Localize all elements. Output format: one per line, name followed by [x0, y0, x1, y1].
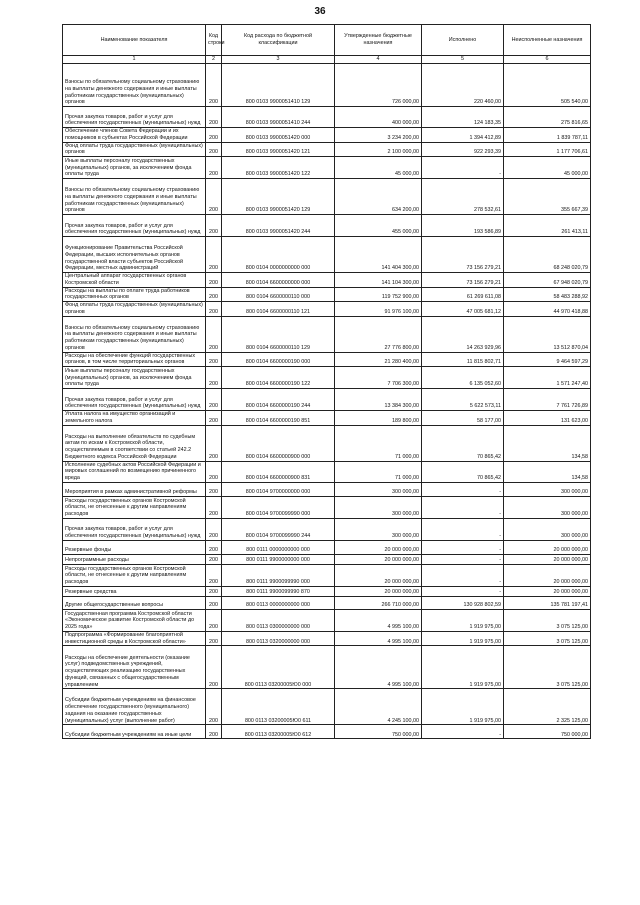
table-cell-remaining: 275 816,65 [504, 107, 591, 128]
table-row [63, 179, 591, 215]
table-cell-name: Фонд оплаты труда государственных (муниципальных) органов [63, 302, 206, 317]
table-cell-line-code: 200 [206, 237, 222, 273]
table-cell-classification-code: 800 0104 6600000190 000 [222, 352, 335, 367]
table-cell-classification-code: 800 0104 6600000110 000 [222, 287, 335, 302]
table-cell-name: Уплата налога на имущество организаций и земельного налога [63, 411, 206, 426]
column-number: 1 [63, 56, 206, 64]
table-cell-remaining: 20 000 000,00 [504, 540, 591, 554]
table-cell-approved: 300 000,00 [335, 518, 422, 540]
table-cell-executed: - [422, 564, 504, 586]
table-cell-line-code: 200 [206, 64, 222, 107]
table-cell-approved: 20 000 000,00 [335, 564, 422, 586]
table-cell-executed: - [422, 496, 504, 518]
table-cell-classification-code: 800 0111 9900099990 000 [222, 564, 335, 586]
table-cell-remaining: 7 761 726,89 [504, 389, 591, 411]
table-cell-line-code: 200 [206, 646, 222, 689]
table-body [63, 64, 591, 739]
table-cell-classification-code: 800 0104 9700000000 000 [222, 482, 335, 496]
table-cell-name: Другие общегосударственные вопросы [63, 596, 206, 609]
table-cell-executed: 193 586,89 [422, 215, 504, 237]
table-cell-name: Расходы государственных органов Костромской области, не отнесенные к другим направлениям расходов [63, 496, 206, 518]
column-header-name: Наименование показателя [63, 25, 206, 56]
table-row [63, 540, 591, 554]
table-cell-executed: 1 394 412,89 [422, 128, 504, 143]
table-cell-line-code: 200 [206, 518, 222, 540]
table-cell-name: Расходы на выплаты по оплате труда работников государственных органов [63, 287, 206, 302]
column-header-remaining: Неисполненные назначения [504, 25, 591, 56]
table-cell-remaining: 300 000,00 [504, 496, 591, 518]
table-cell-approved: 3 234 200,00 [335, 128, 422, 143]
table-cell-name: Государственная программа Костромской области «Экономическое развитие Костромской области до 2025 года» [63, 609, 206, 631]
table-cell-name: Прочая закупка товаров, работ и услуг для обеспечения государственных (муниципальных) нужд [63, 518, 206, 540]
table-cell-line-code: 200 [206, 142, 222, 157]
table-cell-classification-code: 800 0104 9700099990 000 [222, 496, 335, 518]
table-row [63, 496, 591, 518]
table-cell-approved: 7 706 300,00 [335, 367, 422, 389]
table-cell-classification-code: 800 0103 9900051410 129 [222, 64, 335, 107]
table-cell-remaining: 20 000 000,00 [504, 554, 591, 564]
table-cell-name: Центральный аппарат государственных органов Костромской области [63, 273, 206, 288]
table-row [63, 367, 591, 389]
table-cell-classification-code: 800 0104 9700099990 244 [222, 518, 335, 540]
column-header-line-code: Код строки [206, 25, 222, 56]
table-cell-remaining: 68 248 020,79 [504, 237, 591, 273]
table-cell-approved: 141 104 300,00 [335, 273, 422, 288]
table-cell-remaining: 13 512 870,04 [504, 316, 591, 352]
column-number: 2 [206, 56, 222, 64]
table-cell-classification-code: 800 0103 9900051410 244 [222, 107, 335, 128]
table-cell-executed: 6 135 052,60 [422, 367, 504, 389]
table-cell-executed: - [422, 482, 504, 496]
table-cell-remaining: 20 000 000,00 [504, 564, 591, 586]
table-row [63, 725, 591, 739]
table-cell-name: Фонд оплаты труда государственных (муниципальных) органов [63, 142, 206, 157]
table-cell-executed: 220 460,00 [422, 64, 504, 107]
table-cell-name: Взносы по обязательному социальному страхованию на выплаты денежного содержания и иные выплаты работникам государственных (муниципальных) органов [63, 316, 206, 352]
column-number-row [63, 56, 591, 64]
budget-execution-table [62, 24, 591, 739]
table-cell-remaining: 58 483 288,92 [504, 287, 591, 302]
table-cell-approved: 189 800,00 [335, 411, 422, 426]
table-cell-name: Иные выплаты персоналу государственных (муниципальных) органов, за исключением фонда оплаты труда [63, 367, 206, 389]
table-cell-approved: 91 976 100,00 [335, 302, 422, 317]
table-cell-approved: 750 000,00 [335, 725, 422, 739]
table-cell-remaining: 1 571 247,40 [504, 367, 591, 389]
column-number: 3 [222, 56, 335, 64]
table-cell-name: Резервные фонды [63, 540, 206, 554]
table-cell-executed: 1 919 975,00 [422, 631, 504, 646]
table-cell-remaining: 1 839 787,11 [504, 128, 591, 143]
table-cell-name: Прочая закупка товаров, работ и услуг для обеспечения государственных (муниципальных) нужд [63, 389, 206, 411]
table-cell-executed: - [422, 725, 504, 739]
table-cell-executed: - [422, 157, 504, 179]
table-cell-classification-code: 800 0111 9900099990 870 [222, 586, 335, 596]
table-cell-remaining: 300 000,00 [504, 518, 591, 540]
table-row [63, 461, 591, 482]
table-cell-line-code: 200 [206, 411, 222, 426]
table-cell-approved: 20 000 000,00 [335, 540, 422, 554]
table-cell-classification-code: 800 0113 03200005Ю0 611 [222, 689, 335, 725]
table-cell-classification-code: 800 0104 6600000190 244 [222, 389, 335, 411]
table-row [63, 389, 591, 411]
table-cell-classification-code: 800 0104 0000000000 000 [222, 237, 335, 273]
table-cell-remaining: 3 075 125,00 [504, 631, 591, 646]
table-row [63, 646, 591, 689]
table-cell-executed: 73 156 279,21 [422, 237, 504, 273]
table-cell-line-code: 200 [206, 389, 222, 411]
table-row [63, 64, 591, 107]
table-cell-classification-code: 800 0113 0300000000 000 [222, 609, 335, 631]
table-cell-line-code: 200 [206, 273, 222, 288]
table-cell-approved: 300 000,00 [335, 482, 422, 496]
table-row [63, 316, 591, 352]
table-row [63, 273, 591, 288]
table-cell-classification-code: 800 0113 03200005Ю0 000 [222, 646, 335, 689]
table-cell-name: Субсидии бюджетным учреждениям на финансовое обеспечение государственного (муниципального) задания на оказание государственных (муниципальных) услуг (выполнение работ) [63, 689, 206, 725]
table-cell-executed: 70 865,42 [422, 461, 504, 482]
table-cell-approved: 20 000 000,00 [335, 554, 422, 564]
table-cell-remaining: 9 464 597,29 [504, 352, 591, 367]
table-cell-remaining: 20 000 000,00 [504, 586, 591, 596]
table-cell-remaining: 3 075 125,00 [504, 646, 591, 689]
table-cell-line-code: 200 [206, 215, 222, 237]
table-cell-classification-code: 800 0104 6600000000 000 [222, 273, 335, 288]
table-cell-approved: 21 280 400,00 [335, 352, 422, 367]
table-cell-executed: - [422, 518, 504, 540]
table-cell-approved: 119 752 900,00 [335, 287, 422, 302]
table-cell-line-code: 200 [206, 316, 222, 352]
table-cell-line-code: 200 [206, 631, 222, 646]
table-cell-line-code: 200 [206, 179, 222, 215]
table-cell-line-code: 200 [206, 596, 222, 609]
table-row [63, 287, 591, 302]
table-cell-name: Непрограммные расходы [63, 554, 206, 564]
table-row [63, 564, 591, 586]
table-row [63, 518, 591, 540]
table-cell-name: Прочая закупка товаров, работ и услуг для обеспечения государственных (муниципальных) нужд [63, 215, 206, 237]
table-cell-classification-code: 800 0113 0320000000 000 [222, 631, 335, 646]
table-cell-approved: 20 000 000,00 [335, 586, 422, 596]
table-cell-remaining: 131 623,00 [504, 411, 591, 426]
table-cell-approved: 300 000,00 [335, 496, 422, 518]
table-row [63, 128, 591, 143]
table-cell-name: Исполнение судебных актов Российской Федерации и мировых соглашений по возмещению причиненного вреда [63, 461, 206, 482]
table-row [63, 411, 591, 426]
table-cell-remaining: 355 667,39 [504, 179, 591, 215]
table-cell-executed: 58 177,00 [422, 411, 504, 426]
table-cell-name: Обеспечение членов Совета Федерации и их помощников в субъектах Российской Федерации [63, 128, 206, 143]
table-cell-executed: 1 919 975,00 [422, 689, 504, 725]
table-cell-executed: 47 005 681,12 [422, 302, 504, 317]
table-cell-approved: 266 710 000,00 [335, 596, 422, 609]
table-row [63, 107, 591, 128]
table-cell-executed: 922 293,39 [422, 142, 504, 157]
table-cell-approved: 45 000,00 [335, 157, 422, 179]
table-row [63, 609, 591, 631]
table-cell-remaining: 261 413,11 [504, 215, 591, 237]
table-cell-classification-code: 800 0104 6600000190 122 [222, 367, 335, 389]
table-cell-line-code: 200 [206, 609, 222, 631]
table-cell-approved: 4 995 100,00 [335, 646, 422, 689]
table-cell-name: Взносы по обязательному социальному страхованию на выплаты денежного содержания и иные выплаты работникам государственных (муниципальных) органов [63, 179, 206, 215]
table-cell-line-code: 200 [206, 425, 222, 461]
table-cell-classification-code: 800 0103 9900051420 121 [222, 142, 335, 157]
table-cell-line-code: 200 [206, 352, 222, 367]
table-row [63, 157, 591, 179]
table-row [63, 215, 591, 237]
column-header-classification-code: Код расхода по бюджетной классификации [222, 25, 335, 56]
table-cell-executed: 1 919 975,00 [422, 646, 504, 689]
table-cell-remaining: 750 000,00 [504, 725, 591, 739]
table-cell-classification-code: 800 0111 9900000000 000 [222, 554, 335, 564]
table-cell-remaining: 45 000,00 [504, 157, 591, 179]
table-cell-executed: 124 183,35 [422, 107, 504, 128]
table-cell-remaining: 300 000,00 [504, 482, 591, 496]
table-cell-name: Расходы на выполнение обязательств по судебным актам по искам к Костромской области, осуществляемым в соответствии со статьей 242.2 Бюджетного кодекса Российской Федерации [63, 425, 206, 461]
table-cell-name: Подпрограмма «Формирование благоприятной инвестиционной среды в Костромской области» [63, 631, 206, 646]
table-cell-approved: 455 000,00 [335, 215, 422, 237]
table-row [63, 596, 591, 609]
table-cell-line-code: 200 [206, 725, 222, 739]
table-cell-line-code: 200 [206, 461, 222, 482]
table-cell-approved: 726 000,00 [335, 64, 422, 107]
table-cell-remaining: 134,58 [504, 461, 591, 482]
table-cell-remaining: 3 075 125,00 [504, 609, 591, 631]
table-row [63, 482, 591, 496]
table-cell-name: Взносы по обязательному социальному страхованию на выплаты денежного содержания и иные выплаты работникам государственных (муниципальных) органов [63, 64, 206, 107]
table-cell-executed: 278 532,61 [422, 179, 504, 215]
table-cell-approved: 4 995 100,00 [335, 609, 422, 631]
table-cell-name: Прочая закупка товаров, работ и услуг для обеспечения государственных (муниципальных) нужд [63, 107, 206, 128]
header-row [63, 25, 591, 56]
table-cell-line-code: 200 [206, 287, 222, 302]
table-cell-approved: 141 404 300,00 [335, 237, 422, 273]
table-cell-classification-code: 800 0103 9900051420 000 [222, 128, 335, 143]
table-cell-name: Субсидии бюджетным учреждениям на иные цели [63, 725, 206, 739]
table-cell-classification-code: 800 0113 0000000000 000 [222, 596, 335, 609]
table-cell-remaining: 44 970 418,88 [504, 302, 591, 317]
table-row [63, 237, 591, 273]
table-cell-name: Расходы на обеспечение функций государственных органов, в том числе территориальных органов [63, 352, 206, 367]
table-cell-executed: 61 269 611,08 [422, 287, 504, 302]
table-row [63, 352, 591, 367]
table-cell-name: Расходы государственных органов Костромской области, не отнесенные к другим направлениям расходов [63, 564, 206, 586]
table-row [63, 586, 591, 596]
table-cell-remaining: 1 177 706,61 [504, 142, 591, 157]
table-cell-executed: - [422, 586, 504, 596]
table-cell-remaining: 67 948 020,79 [504, 273, 591, 288]
table-cell-name: Резервные средства [63, 586, 206, 596]
table-cell-executed: - [422, 554, 504, 564]
table-cell-approved: 634 200,00 [335, 179, 422, 215]
table-cell-name: Расходы на обеспечение деятельности (оказание услуг) подведомственных учреждений, осуществляющих реализацию государственных функций, связанных с общегосударственным управлением [63, 646, 206, 689]
table-cell-executed: 11 815 802,71 [422, 352, 504, 367]
table-cell-classification-code: 800 0104 6600000900 831 [222, 461, 335, 482]
page-number: 36 [314, 6, 326, 17]
table-cell-approved: 27 776 800,00 [335, 316, 422, 352]
column-header-approved: Утвержденные бюджетные назначения [335, 25, 422, 56]
table-cell-approved: 71 000,00 [335, 461, 422, 482]
table-row [63, 302, 591, 317]
table-row [63, 425, 591, 461]
table-cell-line-code: 200 [206, 107, 222, 128]
table-cell-remaining: 135 781 197,41 [504, 596, 591, 609]
table-cell-classification-code: 800 0104 6600000110 121 [222, 302, 335, 317]
table-cell-line-code: 200 [206, 157, 222, 179]
column-header-executed: Исполнено [422, 25, 504, 56]
table-cell-name: Иные выплаты персоналу государственных (муниципальных) органов, за исключением фонда оплаты труда [63, 157, 206, 179]
table-cell-line-code: 200 [206, 367, 222, 389]
table-cell-remaining: 134,58 [504, 425, 591, 461]
table-cell-classification-code: 800 0103 9900051420 244 [222, 215, 335, 237]
table-cell-classification-code: 800 0111 0000000000 000 [222, 540, 335, 554]
table-cell-line-code: 200 [206, 302, 222, 317]
column-number: 4 [335, 56, 422, 64]
table-cell-line-code: 200 [206, 540, 222, 554]
table-row [63, 689, 591, 725]
table-cell-line-code: 200 [206, 482, 222, 496]
table-cell-approved: 4 995 100,00 [335, 631, 422, 646]
table-cell-executed: 73 156 279,21 [422, 273, 504, 288]
table-row [63, 554, 591, 564]
column-number: 6 [504, 56, 591, 64]
table-cell-classification-code: 800 0103 9900051420 129 [222, 179, 335, 215]
table-row [63, 142, 591, 157]
table-cell-remaining: 505 540,00 [504, 64, 591, 107]
table-cell-approved: 4 245 100,00 [335, 689, 422, 725]
table-cell-classification-code: 800 0104 6600000110 129 [222, 316, 335, 352]
table-cell-line-code: 200 [206, 554, 222, 564]
table-cell-line-code: 200 [206, 496, 222, 518]
table-cell-executed: 1 919 975,00 [422, 609, 504, 631]
table-row [63, 631, 591, 646]
table-cell-approved: 13 384 300,00 [335, 389, 422, 411]
table-cell-line-code: 200 [206, 128, 222, 143]
table-cell-line-code: 200 [206, 586, 222, 596]
table-cell-approved: 71 000,00 [335, 425, 422, 461]
table-cell-approved: 2 100 000,00 [335, 142, 422, 157]
table-cell-executed: 14 263 929,96 [422, 316, 504, 352]
table-cell-classification-code: 800 0113 03200005Ю0 612 [222, 725, 335, 739]
table-cell-executed: 70 865,42 [422, 425, 504, 461]
table-cell-name: Функционирование Правительства Российской Федерации, высших исполнительных органов государственной власти субъектов Российской Федерации, местных администраций [63, 237, 206, 273]
table-cell-line-code: 200 [206, 564, 222, 586]
table-cell-classification-code: 800 0104 6600000190 851 [222, 411, 335, 426]
table-cell-executed: 130 928 802,59 [422, 596, 504, 609]
table-cell-name: Мероприятия в рамках административной реформы [63, 482, 206, 496]
table-cell-executed: - [422, 540, 504, 554]
table-cell-executed: 5 622 573,11 [422, 389, 504, 411]
table-cell-line-code: 200 [206, 689, 222, 725]
table-cell-remaining: 2 325 125,00 [504, 689, 591, 725]
table-cell-classification-code: 800 0103 9900051420 122 [222, 157, 335, 179]
table-cell-classification-code: 800 0104 6600000900 000 [222, 425, 335, 461]
table-cell-approved: 400 000,00 [335, 107, 422, 128]
column-number: 5 [422, 56, 504, 64]
